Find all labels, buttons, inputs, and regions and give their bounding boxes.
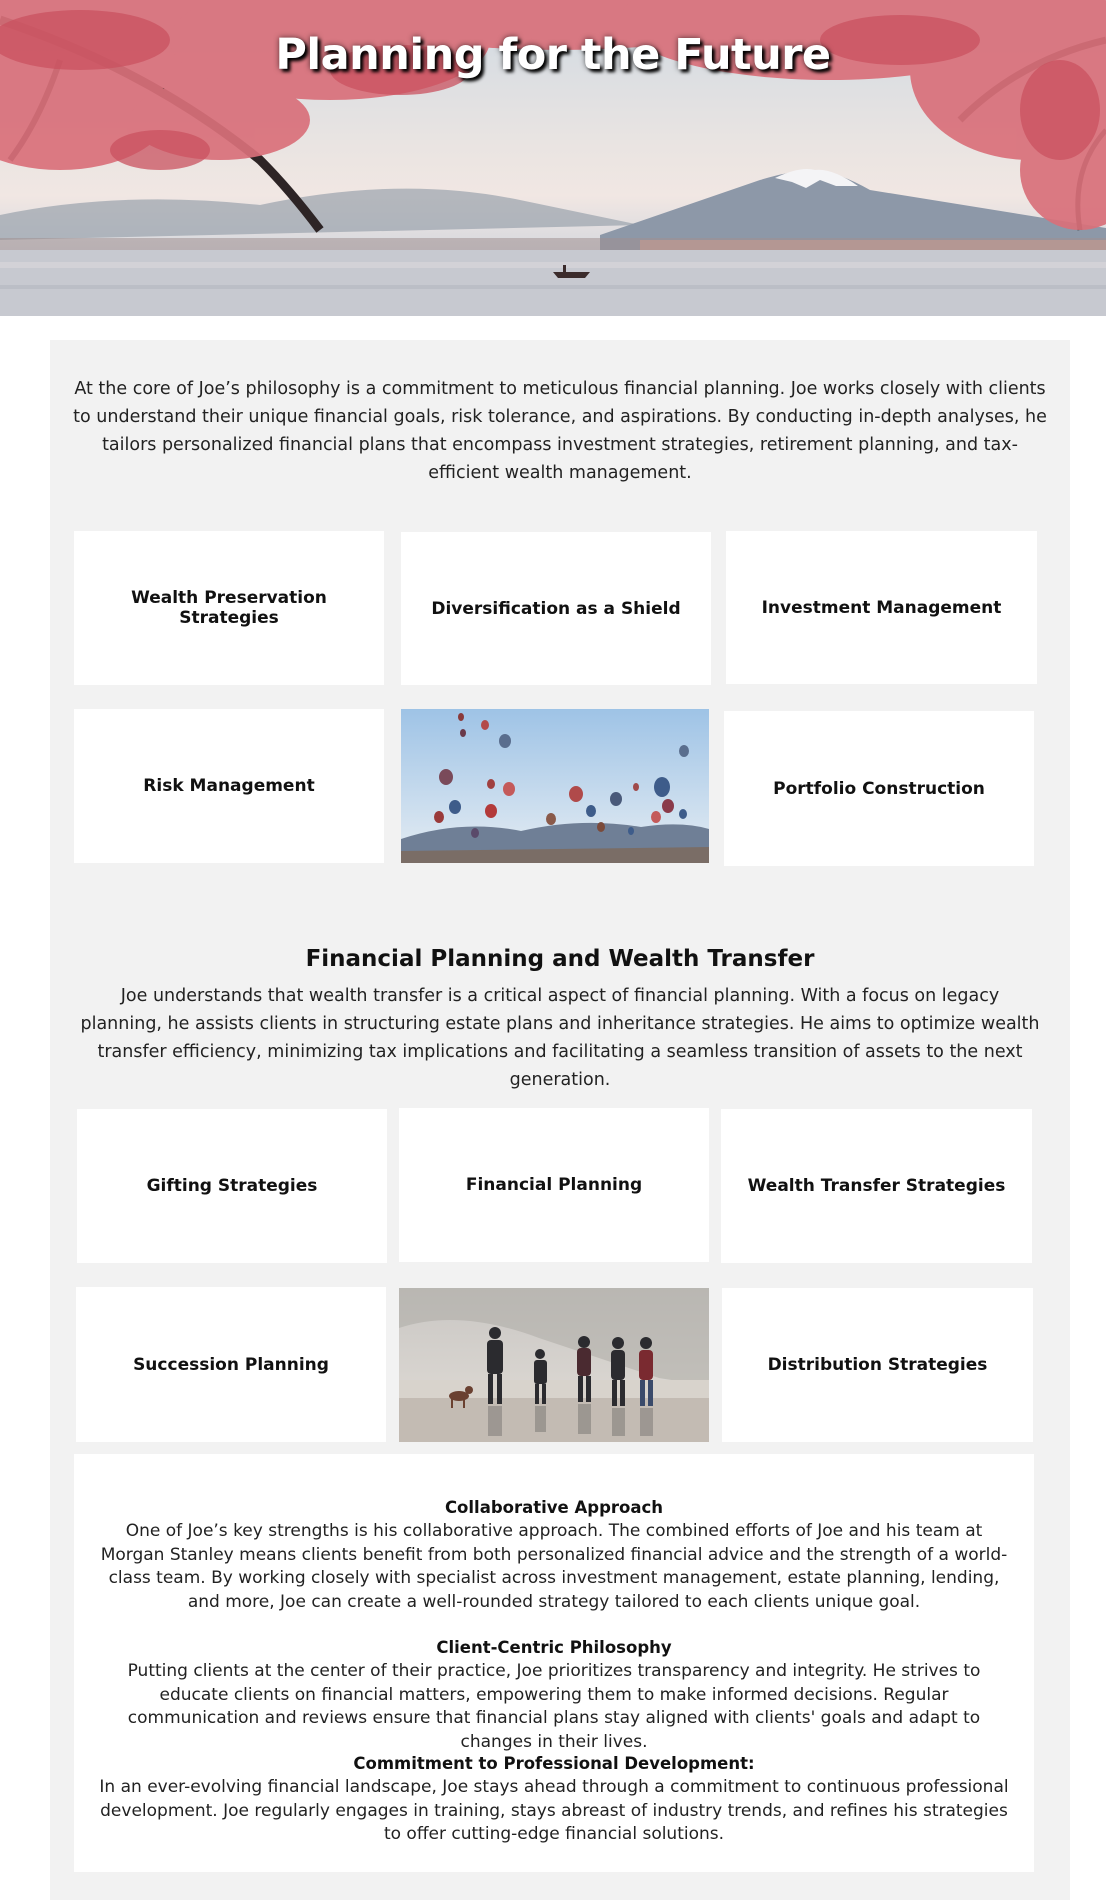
card-label: Risk Management bbox=[143, 776, 315, 796]
card-diversification bbox=[401, 532, 711, 685]
card-label: Wealth Transfer Strategies bbox=[747, 1176, 1006, 1196]
client-centric-block bbox=[74, 1636, 1034, 1754]
card-label: Investment Management bbox=[761, 597, 1002, 618]
card-label: Diversification as a Shield bbox=[431, 598, 681, 619]
card-distribution-strategies bbox=[722, 1288, 1033, 1442]
card-financial-planning bbox=[399, 1108, 709, 1262]
page-title: Planning for the Future bbox=[275, 30, 831, 80]
section-heading: Financial Planning and Wealth Transfer bbox=[305, 946, 815, 972]
card-label: Portfolio Construction bbox=[773, 778, 985, 799]
card-gifting-strategies bbox=[77, 1109, 387, 1263]
card-wealth-transfer-strategies bbox=[721, 1109, 1032, 1263]
card-label: Financial Planning bbox=[465, 1175, 643, 1195]
section-paragraph: Joe understands that wealth transfer is a critical aspect of financial planning. With a focus on legacy planning, he assists clients in structuring estate plans and inheritance strategies. He aims to optimize wealth transfer efficiency, minimizing tax implications and facilitating a seamless transition of assets to the next generation. bbox=[80, 986, 1040, 1090]
card-label: Wealth Preservation Strategies bbox=[131, 588, 327, 628]
hot-air-balloons-image bbox=[401, 709, 709, 863]
block-heading: Collaborative Approach bbox=[444, 1498, 664, 1517]
hero-banner bbox=[0, 0, 1106, 316]
card-label: Gifting Strategies bbox=[146, 1176, 318, 1196]
intro-paragraph: At the core of Joe’s philosophy is a commitment to meticulous financial planning. Joe works closely with clients to understand their unique financial goals, risk tolerance, and aspirations. By conducting in-depth analyses, he tailors personalized financial plans that encompass investment strategies, retirement planning, and tax-efficient wealth management. bbox=[73, 379, 1047, 483]
block-text: One of Joe’s key strengths is his collaborative approach. The combined efforts of Joe and his team at Morgan Stanley means clients benefit from both personalized financial advice and the strength of a world-class team. By working closely with specialist across investment management, estate planning, lending, and more, Joe can create a well-rounded strategy tailored to each clients unique goal. bbox=[100, 1521, 1008, 1612]
family-beach-walk-image bbox=[399, 1288, 709, 1442]
collaborative-approach-block bbox=[74, 1496, 1034, 1614]
card-label: Distribution Strategies bbox=[767, 1355, 988, 1375]
block-text: Putting clients at the center of their practice, Joe prioritizes transparency and integrity. He strives to educate clients on financial matters, empowering them to make informed decisions. Regular communication and reviews ensure that financial plans stay aligned with clients' goals and adapt to changes in their lives. bbox=[127, 1661, 981, 1752]
professional-development-block bbox=[74, 1752, 1034, 1847]
content-panel bbox=[50, 340, 1070, 1900]
block-heading: Commitment to Professional Development: bbox=[353, 1754, 755, 1773]
block-text: In an ever-evolving financial landscape, Joe stays ahead through a commitment to continuous professional development. Joe regularly engages in training, stays abreast of industry trends, and refines his strategies to offer cutting-edge financial solutions. bbox=[99, 1777, 1009, 1844]
block-heading: Client-Centric Philosophy bbox=[436, 1638, 672, 1657]
card-investment-management bbox=[726, 531, 1037, 684]
philosophy-box bbox=[74, 1454, 1034, 1872]
card-label: Succession Planning bbox=[133, 1354, 329, 1375]
card-wealth-preservation bbox=[74, 531, 384, 685]
card-succession-planning bbox=[76, 1287, 386, 1442]
card-portfolio-construction bbox=[724, 711, 1034, 866]
card-risk-management bbox=[74, 709, 384, 863]
